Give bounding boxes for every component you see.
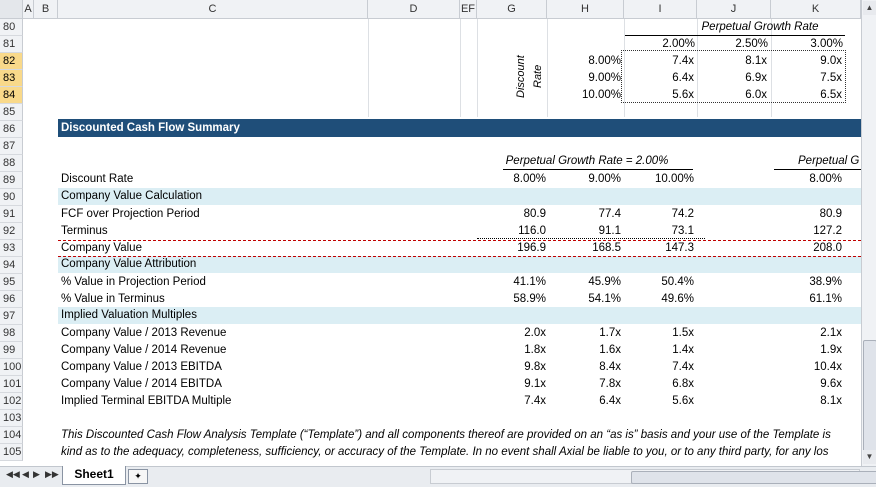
- column-header-d[interactable]: D: [368, 0, 460, 19]
- company-value-top-dashline: [58, 240, 861, 241]
- column-header-i[interactable]: I: [624, 0, 697, 19]
- discount-rate-8-group2: 8.00%: [809, 173, 842, 185]
- company-value-bottom-dashline: [58, 256, 861, 257]
- discount-rate-9: 9.00%: [588, 173, 621, 185]
- row-header-94[interactable]: 94: [0, 257, 23, 274]
- last-sheet-icon[interactable]: ▶▶: [45, 469, 59, 479]
- sensitivity-value: 6.5x: [820, 89, 842, 101]
- row-header-84[interactable]: 84: [0, 87, 23, 104]
- group2-underline: [774, 169, 861, 170]
- sensitivity-value: 7.5x: [820, 72, 842, 84]
- line-value: 10.4x: [813, 361, 842, 373]
- row-header-89[interactable]: 89: [0, 172, 23, 189]
- row-header-91[interactable]: 91: [0, 206, 23, 223]
- sensitivity-discount-rate: 9.00%: [588, 72, 621, 84]
- row-header-80[interactable]: 80: [0, 19, 23, 36]
- row-header-105[interactable]: 105: [0, 444, 23, 461]
- sensitivity-value: 6.0x: [745, 89, 767, 101]
- sensitivity-value: 8.1x: [745, 55, 767, 67]
- line-value: 1.6x: [599, 344, 621, 356]
- line-label: Implied Terminal EBITDA Multiple: [61, 395, 232, 407]
- row-header-86[interactable]: 86: [0, 121, 23, 138]
- select-all-corner[interactable]: [0, 0, 23, 19]
- row-header-99[interactable]: 99: [0, 342, 23, 359]
- section-company-value-attribution: Company Value Attribution: [61, 258, 197, 270]
- line-label: Company Value: [61, 242, 142, 254]
- rate-side-label: Rate: [532, 64, 544, 88]
- row-header-100[interactable]: 100: [0, 359, 23, 376]
- line-value: 196.9: [517, 242, 546, 254]
- line-value: 45.9%: [588, 276, 621, 288]
- sensitivity-value: 6.4x: [672, 72, 694, 84]
- line-label: FCF over Projection Period: [61, 208, 200, 220]
- disclaimer-line-2: kind as to the adequacy, completeness, sufficiency, or accuracy of the Template. In no event shall Axial be liable to you, or to any third party, for any los: [61, 446, 829, 458]
- row-header-88[interactable]: 88: [0, 155, 23, 172]
- line-value: 9.1x: [524, 378, 546, 390]
- row-header-83[interactable]: 83: [0, 70, 23, 87]
- group2-header: Perpetual G: [798, 155, 860, 167]
- row-header-101[interactable]: 101: [0, 376, 23, 393]
- line-value: 61.1%: [809, 293, 842, 305]
- sensitivity-value: 7.4x: [672, 55, 694, 67]
- line-value: 1.4x: [672, 344, 694, 356]
- sensitivity-header: Perpetual Growth Rate: [701, 21, 819, 33]
- column-header-c[interactable]: C: [58, 0, 368, 19]
- line-value: 2.1x: [820, 327, 842, 339]
- line-value: 7.8x: [599, 378, 621, 390]
- sensitivity-discount-rate: 8.00%: [588, 55, 621, 67]
- line-label: Company Value / 2014 Revenue: [61, 344, 227, 356]
- sensitivity-value: 5.6x: [672, 89, 694, 101]
- column-header-k[interactable]: K: [771, 0, 861, 19]
- section-implied-valuation-multiples: Implied Valuation Multiples: [61, 309, 197, 321]
- line-value: 41.1%: [513, 276, 546, 288]
- line-label: % Value in Terminus: [61, 293, 165, 305]
- line-value: 1.9x: [820, 344, 842, 356]
- grid-vline: [460, 19, 461, 117]
- discount-rate-10: 10.00%: [654, 173, 694, 185]
- line-value: 168.5: [592, 242, 621, 254]
- grid-vline: [368, 19, 369, 117]
- column-header-h[interactable]: H: [547, 0, 624, 19]
- line-label: Company Value / 2014 EBITDA: [61, 378, 222, 390]
- prev-sheet-icon[interactable]: ◀: [22, 469, 29, 479]
- horizontal-scroll-thumb[interactable]: [631, 471, 876, 484]
- growth-rate-3: 3.00%: [810, 38, 843, 50]
- line-value: 1.8x: [524, 344, 546, 356]
- column-header-g[interactable]: G: [477, 0, 547, 19]
- line-value: 7.4x: [524, 395, 546, 407]
- line-value: 58.9%: [513, 293, 546, 305]
- row-header-87[interactable]: 87: [0, 138, 23, 155]
- row-header-85[interactable]: 85: [0, 104, 23, 121]
- line-value: 80.9: [523, 208, 546, 220]
- row-header-102[interactable]: 102: [0, 393, 23, 410]
- group1-underline: [503, 169, 693, 170]
- first-sheet-icon[interactable]: ◀◀: [6, 469, 20, 479]
- sensitivity-discount-rate: 10.00%: [581, 89, 621, 101]
- line-value: 8.4x: [599, 361, 621, 373]
- line-value: 1.5x: [672, 327, 694, 339]
- row-header-93[interactable]: 93: [0, 240, 23, 257]
- sheet-tab-bar: [0, 466, 876, 487]
- line-value: 5.6x: [672, 395, 694, 407]
- column-header-j[interactable]: J: [697, 0, 771, 19]
- row-header-92[interactable]: 92: [0, 223, 23, 240]
- sheet-tab-sheet1[interactable]: Sheet1: [62, 466, 126, 485]
- line-value: 9.8x: [524, 361, 546, 373]
- column-header-a[interactable]: A: [23, 0, 34, 19]
- line-value: 73.1: [671, 225, 694, 237]
- line-label: Company Value / 2013 EBITDA: [61, 361, 222, 373]
- line-value: 7.4x: [672, 361, 694, 373]
- line-value: 208.0: [813, 242, 842, 254]
- discount-side-label: Discount: [515, 55, 527, 98]
- growth-rate-2: 2.50%: [735, 38, 768, 50]
- line-value: 80.9: [819, 208, 842, 220]
- line-label: Terminus: [61, 225, 108, 237]
- column-header-ef[interactable]: EF: [460, 0, 477, 19]
- line-value: 77.4: [598, 208, 621, 220]
- line-value: 147.3: [665, 242, 694, 254]
- line-value: 49.6%: [661, 293, 694, 305]
- grid-vline: [477, 19, 478, 117]
- section-company-value-calculation: Company Value Calculation: [61, 190, 203, 202]
- line-value: 38.9%: [809, 276, 842, 288]
- line-value: 50.4%: [661, 276, 694, 288]
- horizontal-scrollbar[interactable]: [430, 469, 860, 484]
- next-sheet-icon[interactable]: ▶: [33, 469, 40, 479]
- new-sheet-icon[interactable]: ✦: [128, 469, 148, 484]
- line-label: % Value in Projection Period: [61, 276, 206, 288]
- line-value: 74.2: [671, 208, 694, 220]
- discount-rate-8: 8.00%: [513, 173, 546, 185]
- line-value: 91.1: [598, 225, 621, 237]
- row-header-96[interactable]: 96: [0, 291, 23, 308]
- row-header-81[interactable]: 81: [0, 36, 23, 53]
- line-value: 6.4x: [599, 395, 621, 407]
- line-label: Company Value / 2013 Revenue: [61, 327, 227, 339]
- vertical-scroll-thumb[interactable]: [863, 340, 876, 452]
- group1-header: Perpetual Growth Rate = 2.00%: [505, 155, 669, 167]
- line-value: 6.8x: [672, 378, 694, 390]
- scroll-down-icon[interactable]: ▼: [863, 450, 876, 464]
- line-value: 116.0: [518, 225, 546, 237]
- line-value: 9.6x: [820, 378, 842, 390]
- growth-rate-1: 2.00%: [662, 38, 695, 50]
- row-header-97[interactable]: 97: [0, 308, 23, 325]
- sensitivity-value: 9.0x: [820, 55, 842, 67]
- disclaimer-line-1: This Discounted Cash Flow Analysis Template (“Template”) and all components thereof are provided on an “as is” basis and your use of the Template is: [61, 429, 831, 441]
- scroll-up-icon[interactable]: ▲: [863, 1, 876, 15]
- terminus-underline: [477, 238, 705, 239]
- line-value: 54.1%: [588, 293, 621, 305]
- row-header-104[interactable]: 104: [0, 427, 23, 444]
- discount-rate-label: Discount Rate: [61, 173, 134, 185]
- line-value: 127.2: [813, 225, 842, 237]
- sensitivity-value: 6.9x: [745, 72, 767, 84]
- row-header-82[interactable]: 82: [0, 53, 23, 70]
- column-header-b[interactable]: B: [34, 0, 58, 19]
- row-header-95[interactable]: 95: [0, 274, 23, 291]
- row-header-98[interactable]: 98: [0, 325, 23, 342]
- line-value: 1.7x: [599, 327, 621, 339]
- summary-title: Discounted Cash Flow Summary: [61, 122, 240, 134]
- row-header-103[interactable]: 103: [0, 410, 23, 427]
- line-value: 2.0x: [524, 327, 546, 339]
- vertical-scrollbar[interactable]: [861, 0, 876, 466]
- row-header-90[interactable]: 90: [0, 189, 23, 206]
- line-value: 8.1x: [820, 395, 842, 407]
